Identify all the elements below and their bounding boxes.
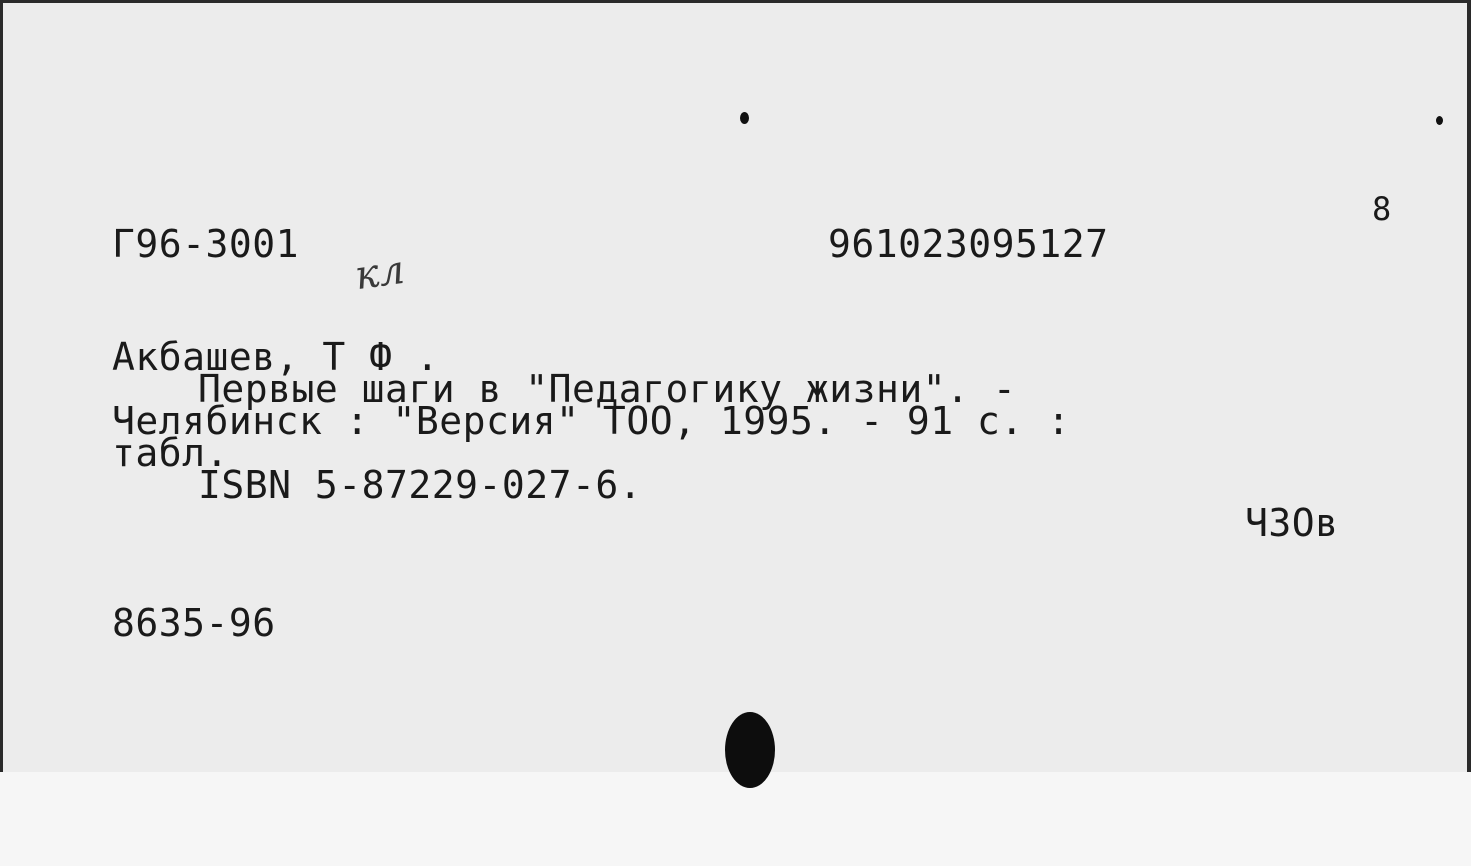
ink-dot-right bbox=[1436, 116, 1443, 125]
card-bottom-strip bbox=[0, 772, 1471, 866]
right-border bbox=[1467, 0, 1471, 866]
left-border bbox=[0, 0, 3, 866]
title-line: Первые шаги в "Педагогику жизни". - bbox=[198, 367, 1017, 411]
ink-dot bbox=[740, 112, 749, 124]
isbn-line: ISBN 5-87229-027-6. bbox=[198, 463, 643, 507]
record-number: 961023095127 bbox=[828, 222, 1109, 266]
corner-digit: 8 bbox=[1372, 190, 1392, 228]
illustrations-line: табл. bbox=[112, 431, 229, 475]
copies-location: ЧЗОв bbox=[1245, 501, 1339, 545]
imprint-line: Челябинск : "Версия" ТОО, 1995. - 91 с. : bbox=[112, 399, 1071, 443]
handwritten-stamp: кл bbox=[352, 246, 408, 300]
card-punch-hole bbox=[725, 712, 775, 788]
inventory-number: 8635-96 bbox=[112, 601, 276, 645]
author-line: Акбашев, Т Ф . bbox=[112, 335, 440, 379]
call-number: Г96-3001 bbox=[112, 222, 300, 266]
top-border bbox=[0, 0, 1471, 3]
